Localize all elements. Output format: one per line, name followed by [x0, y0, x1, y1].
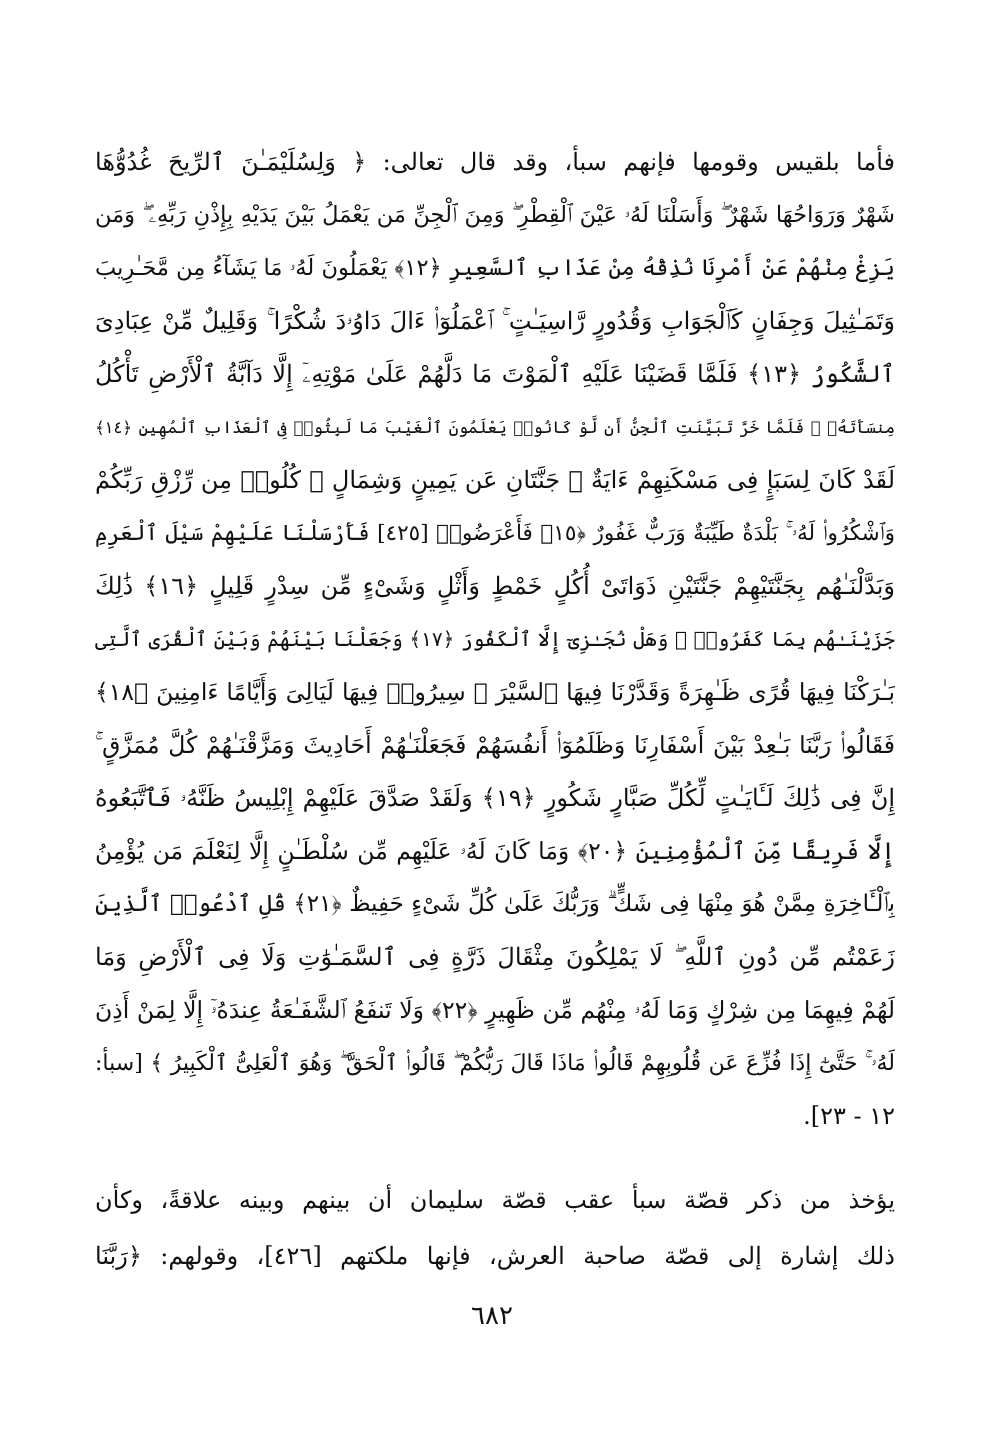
- text-line: بَـٰرَكْنَا فِيهَا قُرًى ظَـٰهِرَةً وَقَدَّرْنَا فِيهَا ٱلسَّيْرَ ۖ سِيرُوا۟ فِيهَا لَيَالِىَ وَأَيَّامًا ءَامِنِينَ ﴿١٨﴾: [95, 678, 895, 706]
- text-line: يَزِغْ مِنْهُمْ عَنْ أَمْرِنَا نُذِقْهُ مِنْ عَذَابِ ٱلسَّعِيرِ ﴿١٢﴾ يَعْمَلُونَ لَهُۥ مَا يَشَآءُ مِن مَّحَـٰرِيبَ: [95, 255, 895, 281]
- text-line: يؤخذ من ذكر قصّة سبأ عقب قصّة سليمان أن بينهم وبينه علاقةً، وكأن: [95, 1186, 895, 1214]
- text-line: وَٱشْكُرُوا۟ لَهُۥ ۚ بَلْدَةٌ طَيِّبَةٌ وَرَبٌّ غَفُورٌ ﴿١٥﴾ فَأَعْرَضُوا۟ [٤٢٥] فَأَرْسَلْنَا عَلَيْهِمْ سَيْلَ ٱلْعَرِمِ: [95, 521, 895, 546]
- text-line: فأما بلقيس وقومها فإنهم سبأ، وقد قال تعالى: ﴿ وَلِسُلَيْمَـٰنَ ٱلرِّيحَ غُدُوُّهَا: [95, 148, 895, 176]
- text-line: ٱلشَّكُورُ ﴿١٣﴾ فَلَمَّا قَضَيْنَا عَلَيْهِ ٱلْمَوْتَ مَا دَلَّهُمْ عَلَىٰ مَوْتِهِۦٓ إِلَّا دَآبَّةُ ٱلْأَرْضِ تَأْكُلُ: [95, 360, 895, 388]
- text-line: لَهُۥ ۚ حَتَّىٰٓ إِذَا فُزِّعَ عَن قُلُوبِهِمْ قَالُوا۟ مَاذَا قَالَ رَبُّكُمْ ۖ قَالُوا۟ ٱلْحَقَّ ۖ وَهُوَ ٱلْعَلِىُّ ٱلْكَبِيرُ ﴾ [سبأ:: [95, 1051, 895, 1076]
- citation-line: ١٢ - ٢٣].: [803, 1102, 895, 1130]
- text-line: وَتَمَـٰثِيلَ وَجِفَانٍ كَٱلْجَوَابِ وَقُدُورٍ رَّاسِيَـٰتٍ ۚ ٱعْمَلُوٓا۟ ءَالَ دَاوُۥدَ شُكْرًا ۚ وَقَلِيلٌ مِّنْ عِبَادِىَ: [95, 307, 895, 335]
- quran-passage: [95, 136, 895, 1143]
- text-line: إِنَّ فِى ذَٰلِكَ لَـَٔايَـٰتٍ لِّكُلِّ صَبَّارٍ شَكُورٍ ﴿١٩﴾ وَلَقَدْ صَدَّقَ عَلَيْهِمْ إِبْلِيسُ ظَنَّهُۥ فَٱتَّبَعُوهُ: [95, 784, 895, 812]
- text-line: لَهُمْ فِيهِمَا مِن شِرْكٍ وَمَا لَهُۥ مِنْهُم مِّن ظَهِيرٍ ﴿٢٢﴾ وَلَا تَنفَعُ ٱلشَّفَـٰعَةُ عِندَهُۥٓ إِلَّا لِمَنْ أَذِنَ: [95, 996, 895, 1024]
- text-line: ذلك إشارة إلى قصّة صاحبة العرش، فإنها ملكتهم [٤٢٦]، وقولهم: ﴿رَبَّنَا: [95, 1242, 895, 1270]
- text-line: جَزَيْنَـٰهُم بِمَا كَفَرُوا۟ ۖ وَهَلْ نُجَـٰزِىٓ إِلَّا ٱلْكَفُورَ ﴿١٧﴾ وَجَعَلْنَا بَيْنَهُمْ وَبَيْنَ ٱلْقُرَى ٱلَّتِى: [95, 627, 895, 651]
- text-line: فَقَالُوا۟ رَبَّنَا بَـٰعِدْ بَيْنَ أَسْفَارِنَا وَظَلَمُوٓا۟ أَنفُسَهُمْ فَجَعَلْنَـٰهُمْ أَحَادِيثَ وَمَزَّقْنَـٰهُمْ كُلَّ مُمَزَّقٍ ۚ: [95, 731, 895, 759]
- text-line: وَبَدَّلْنَـٰهُم بِجَنَّتَيْهِمْ جَنَّتَيْنِ ذَوَاتَىْ أُكُلٍ خَمْطٍ وَأَثْلٍ وَشَىْءٍ مِّن سِدْرٍ قَلِيلٍ ﴿١٦﴾ ذَٰلِكَ: [95, 572, 895, 600]
- text-line: زَعَمْتُم مِّن دُونِ ٱللَّهِ ۖ لَا يَمْلِكُونَ مِثْقَالَ ذَرَّةٍ فِى ٱلسَّمَـٰوَٰتِ وَلَا فِى ٱلْأَرْضِ وَمَا: [95, 943, 895, 971]
- commentary-paragraph: [95, 1172, 895, 1284]
- text-line: إِلَّا فَرِيقًا مِّنَ ٱلْمُؤْمِنِينَ ﴿٢٠﴾ وَمَا كَانَ لَهُۥ عَلَيْهِم مِّن سُلْطَـٰنٍ إِلَّا لِنَعْلَمَ مَن يُؤْمِنُ: [95, 837, 895, 865]
- text-line: بِٱلْـَٔاخِرَةِ مِمَّنْ هُوَ مِنْهَا فِى شَكٍّ ۗ وَرَبُّكَ عَلَىٰ كُلِّ شَىْءٍ حَفِيظٌ ﴿٢١﴾ قُلِ ٱدْعُوا۟ ٱلَّذِينَ: [95, 891, 895, 917]
- page-number: ٦٨٢: [471, 1301, 513, 1331]
- text-line: لَقَدْ كَانَ لِسَبَإٍ فِى مَسْكَنِهِمْ ءَايَةٌ ۖ جَنَّتَانِ عَن يَمِينٍ وَشِمَالٍ ۖ كُلُوا۟ مِن رِّزْقِ رَبِّكُمْ: [95, 466, 895, 494]
- text-line: شَهْرٌ وَرَوَاحُهَا شَهْرٌ ۖ وَأَسَلْنَا لَهُۥ عَيْنَ ٱلْقِطْرِ ۖ وَمِنَ ٱلْجِنِّ مَن يَعْمَلُ بَيْنَ يَدَيْهِ بِإِذْنِ رَبِّهِۦ ۖ وَمَن: [95, 202, 895, 228]
- text-line: مِنسَأَتَهُۥ ۖ فَلَمَّا خَرَّ تَبَيَّنَتِ ٱلْجِنُّ أَن لَّوْ كَانُوا۟ يَعْلَمُونَ ٱلْغَيْبَ مَا لَبِثُوا۟ فِى ٱلْعَذَابِ ٱلْمُهِينِ ﴿١٤﴾: [95, 418, 895, 437]
